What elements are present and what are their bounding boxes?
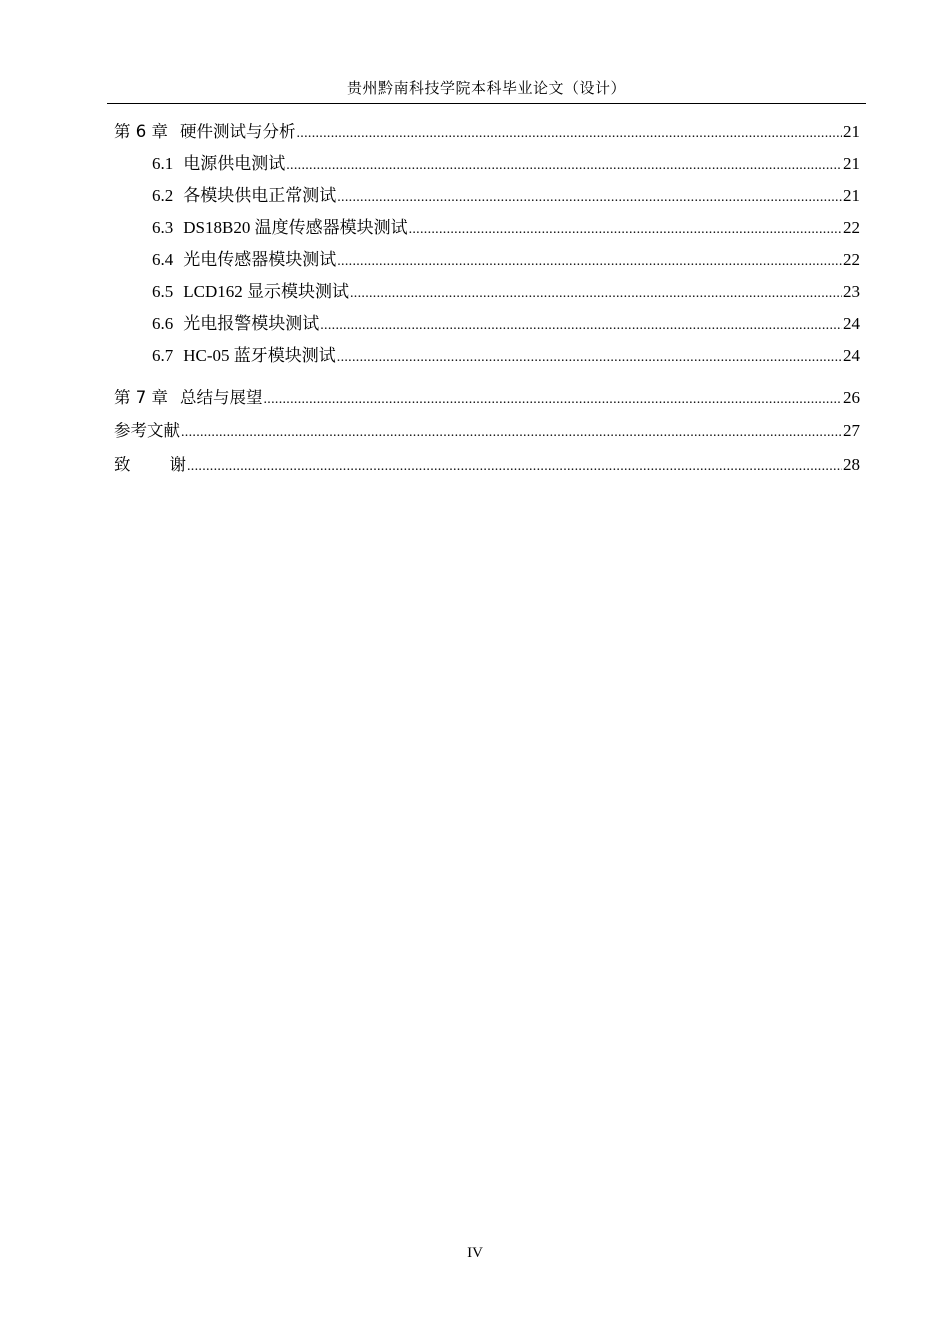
toc-page-number: 21 bbox=[843, 154, 860, 173]
toc-section-number: 6.5 bbox=[152, 282, 174, 301]
toc-dot-leader bbox=[286, 151, 842, 179]
toc-entry-section-6-5[interactable] bbox=[114, 279, 860, 311]
table-of-contents bbox=[114, 119, 860, 484]
toc-chapter-number: 第 6 章 bbox=[114, 122, 168, 141]
toc-entry-section-6-1[interactable] bbox=[114, 151, 860, 183]
toc-page-number: 24 bbox=[843, 314, 860, 333]
toc-dot-leader bbox=[187, 452, 842, 480]
toc-entry-section-6-3[interactable] bbox=[114, 215, 860, 247]
toc-section-title: LCD162 显示模块测试 bbox=[183, 282, 349, 301]
toc-entry-chapter-6[interactable] bbox=[114, 119, 860, 151]
toc-section-number: 6.2 bbox=[152, 186, 174, 205]
toc-section-number: 6.6 bbox=[152, 314, 174, 333]
toc-section-number: 6.1 bbox=[152, 154, 174, 173]
toc-dot-leader bbox=[264, 385, 843, 413]
header-title: 贵州黔南科技学院本科毕业论文（设计） bbox=[346, 81, 626, 97]
toc-page-number: 23 bbox=[843, 282, 860, 301]
toc-entry-section-6-6[interactable] bbox=[114, 311, 860, 343]
toc-entry-references[interactable] bbox=[114, 418, 860, 450]
toc-section-number: 6.7 bbox=[152, 346, 174, 365]
toc-page-number: 22 bbox=[843, 218, 860, 237]
toc-dot-leader bbox=[337, 247, 842, 275]
toc-section-number: 6.4 bbox=[152, 250, 174, 269]
toc-dot-leader bbox=[337, 343, 842, 371]
toc-chapter-number: 第 7 章 bbox=[114, 388, 168, 407]
toc-section-title: 各模块供电正常测试 bbox=[183, 186, 337, 205]
toc-entry-section-6-2[interactable] bbox=[114, 183, 860, 215]
toc-entry-section-6-4[interactable] bbox=[114, 247, 860, 279]
toc-entry-section-6-7[interactable] bbox=[114, 343, 860, 375]
toc-dot-leader bbox=[297, 119, 843, 147]
toc-dot-leader bbox=[320, 311, 842, 339]
toc-entry-acknowledgements[interactable] bbox=[114, 452, 860, 484]
toc-references-title: 参考文献 bbox=[114, 421, 180, 440]
toc-page-number: 22 bbox=[843, 250, 860, 269]
toc-section-number: 6.3 bbox=[152, 218, 174, 237]
toc-dot-leader bbox=[181, 418, 842, 446]
toc-page-number: 21 bbox=[843, 186, 860, 205]
toc-page-number: 21 bbox=[843, 122, 860, 141]
page-footer-number: IV bbox=[467, 1245, 483, 1261]
toc-section-title: HC-05 蓝牙模块测试 bbox=[183, 346, 336, 365]
ack-char-1: 致 bbox=[114, 455, 131, 474]
toc-dot-leader bbox=[337, 183, 842, 211]
toc-entry-chapter-7[interactable] bbox=[114, 385, 860, 417]
toc-chapter-title: 硬件测试与分析 bbox=[180, 122, 296, 141]
ack-char-2: 谢 bbox=[169, 455, 186, 474]
toc-page-number: 27 bbox=[843, 421, 860, 440]
toc-acknowledgements-title bbox=[114, 452, 186, 478]
toc-section-title: 光电传感器模块测试 bbox=[183, 250, 337, 269]
toc-section-title: 光电报警模块测试 bbox=[183, 314, 320, 333]
toc-dot-leader bbox=[350, 279, 842, 307]
toc-chapter-title: 总结与展望 bbox=[180, 388, 263, 407]
toc-dot-leader bbox=[409, 215, 842, 243]
page-header bbox=[107, 78, 866, 104]
toc-section-title: 电源供电测试 bbox=[183, 154, 286, 173]
toc-page-number: 26 bbox=[843, 388, 860, 407]
toc-page-number: 24 bbox=[843, 346, 860, 365]
toc-section-title: DS18B20 温度传感器模块测试 bbox=[183, 218, 408, 237]
toc-page-number: 28 bbox=[843, 455, 860, 474]
